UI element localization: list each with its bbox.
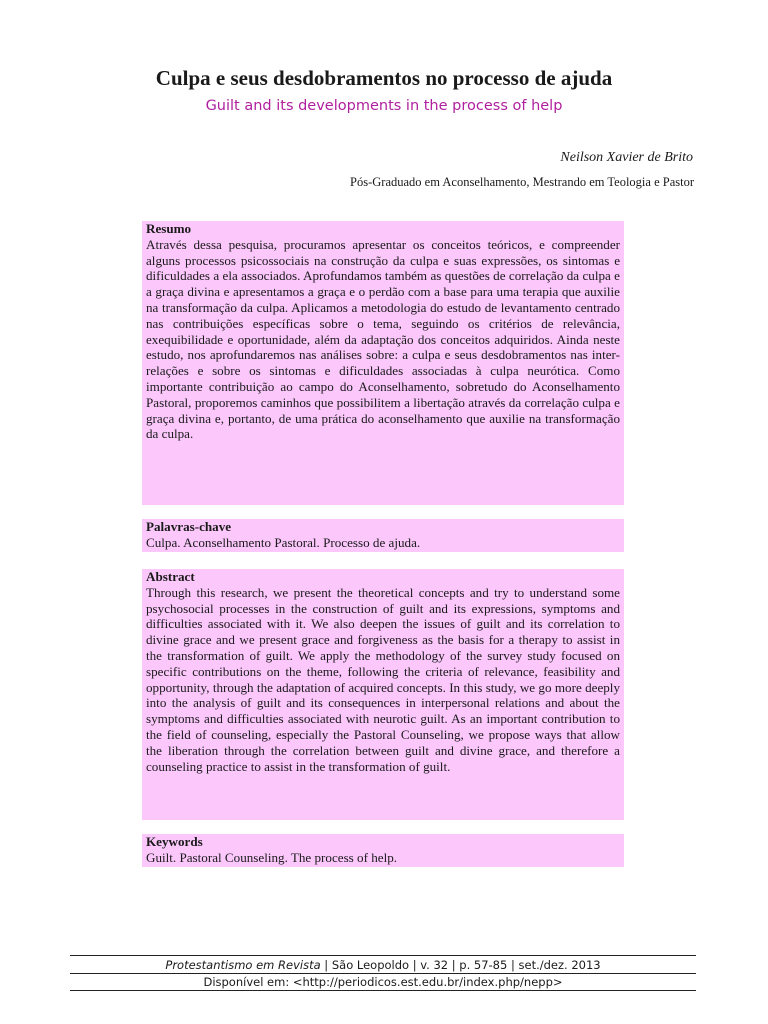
palavras-chave-heading: Palavras-chave — [146, 519, 232, 534]
footer-citation-details: | São Leopoldo | v. 32 | p. 57-85 | set./dez. 2013 — [320, 958, 601, 972]
article-subtitle: Guilt and its developments in the process of help — [205, 98, 563, 114]
footer-bottom-rule — [70, 990, 696, 991]
resumo-heading: Resumo — [146, 221, 192, 236]
abstract-box — [142, 569, 624, 820]
footer-journal-name: Protestantismo em Revista — [165, 958, 321, 972]
author-affiliation: Pós-Graduado em Aconselhamento, Mestrando em Teologia e Pastor — [350, 175, 694, 189]
abstract-heading: Abstract — [146, 569, 195, 584]
footer-citation — [70, 958, 696, 972]
keywords-heading: Keywords — [146, 834, 203, 849]
footer-top-rule — [70, 955, 696, 956]
footer-availability[interactable]: Disponível em: <http://periodicos.est.edu.br/index.php/nepp> — [203, 975, 563, 989]
article-title: Culpa e seus desdobramentos no processo de ajuda — [155, 66, 613, 90]
palavras-chave-box — [142, 519, 624, 552]
resumo-text: Através dessa pesquisa, procuramos apresentar os conceitos teóricos, e compreender alguns processos psicossociais na construção da culpa e suas expressões, os sintomas e dificuldades a ela associados. Aprofundamos também as questões de correlação da culpa e a graça divina e apresentamos a graça e o perdão com a base para uma terapia que auxilie na transformação da culpa. Aplicamos a metodologia do estudo de levantamento centrado nas contribuições específicas sobre o tema, seguindo os critérios de relevância, exequibilidade e oportunidade, além da adaptação dos conceitos adquiridos. Ainda neste estudo, nos aprofundaremos nas análises sobre: a culpa e seus desdobramentos nas inter-relações e sobre os sintomas e dificuldades associadas à culpa neurótica. Como importante contribuição ao campo do Aconselhamento, sobretudo do Aconselhamento Pastoral, proporemos caminhos que possibilitem a libertação através da correlação culpa e graça divina e, portanto, de uma prática do aconselhamento que auxilie na transformação da culpa. — [146, 236, 620, 442]
keywords-text: Guilt. Pastoral Counseling. The process of help. — [146, 849, 398, 865]
author-name: Neilson Xavier de Brito — [560, 150, 693, 165]
resumo-box — [142, 221, 624, 505]
keywords-box — [142, 834, 624, 867]
abstract-text: Through this research, we present the theoretical concepts and try to understand some psychosocial processes in the construction of guilt and its expressions, symptoms and difficulties associated with it. We also deepen the issues of guilt and its correlation to divine grace and we present grace and forgiveness as the basis for a therapy to assist in the transformation of guilt. We apply the methodology of the survey study focused on specific contributions on the theme, following the criteria of relevance, feasibility and opportunity, through the adaptation of acquired concepts. In this study, we go more deeply into the analysis of guilt and its consequences in interpersonal relations and about the symptoms and difficulties associated with neurotic guilt. As an important contribution to the field of counseling, especially the Pastoral Counseling, we propose ways that allow the liberation through the correlation between guilt and divine grace, and therefore a counseling practice to assist in the transformation of guilt. — [146, 584, 620, 774]
footer-middle-rule — [70, 973, 696, 974]
palavras-chave-text: Culpa. Aconselhamento Pastoral. Processo de ajuda. — [146, 534, 421, 550]
